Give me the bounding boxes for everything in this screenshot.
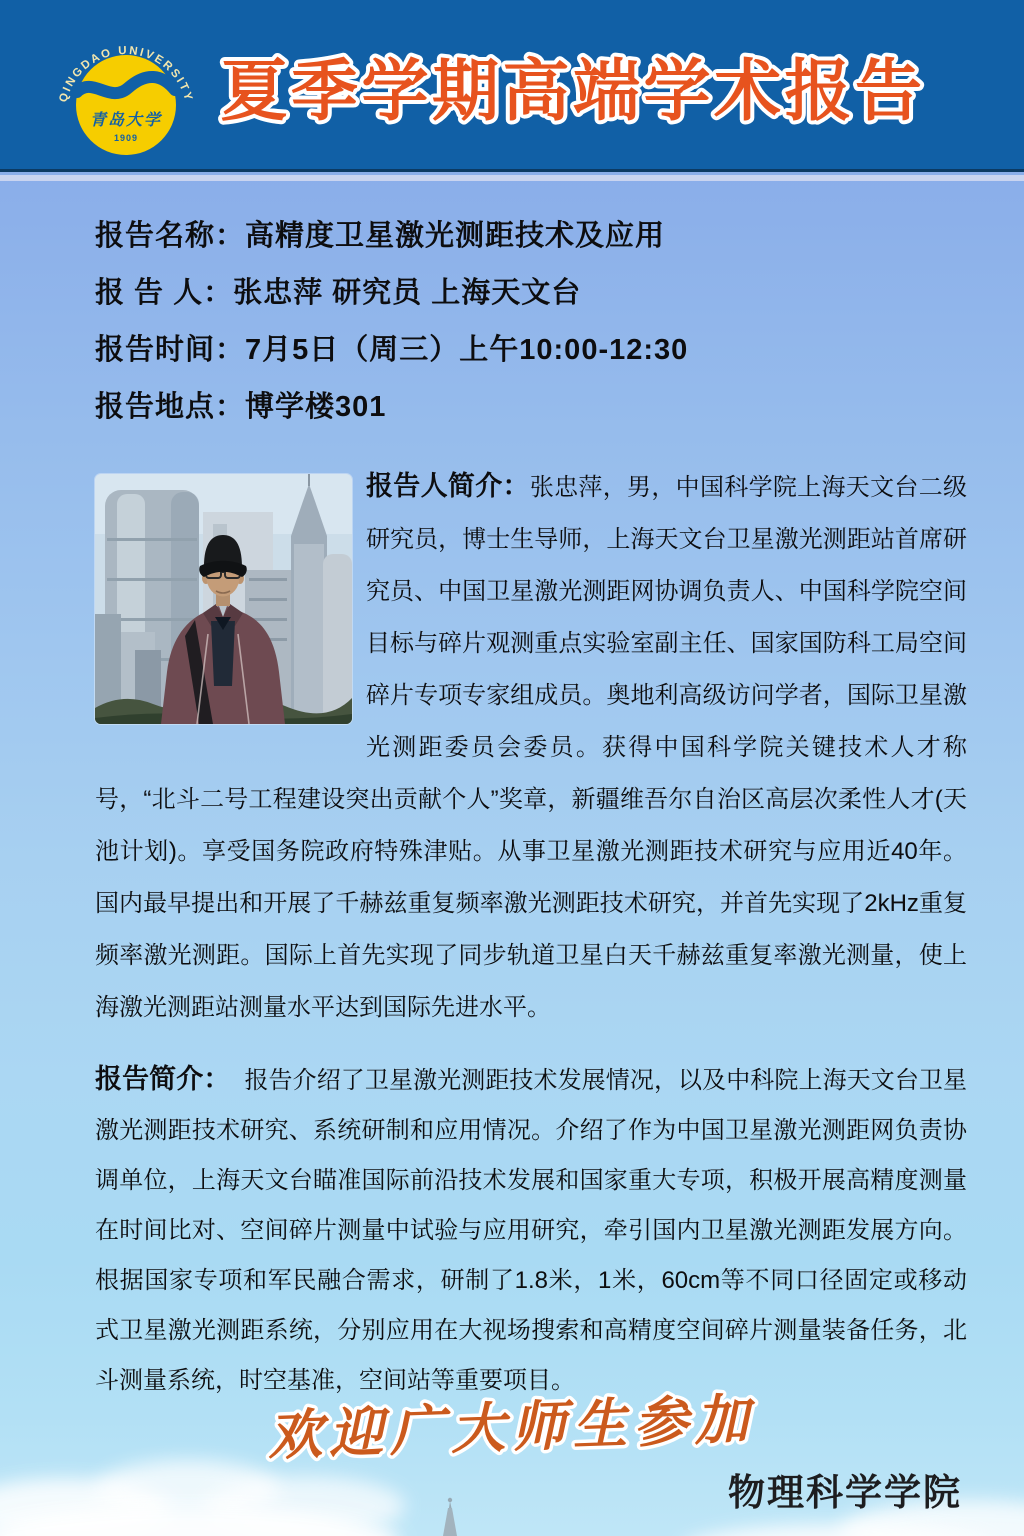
welcome-calligraphy — [228, 1384, 796, 1478]
logo-cn-name: 青岛大学 — [89, 112, 163, 129]
welcome-text: 欢迎广大师生参加 — [266, 1389, 757, 1467]
info-label: 报告时间： — [95, 334, 246, 366]
info-line-speaker — [95, 265, 967, 322]
banner-title-text: 夏季学期高端学术报告 — [220, 54, 926, 129]
poster-body — [95, 208, 967, 1406]
info-line-location — [95, 379, 967, 436]
info-label: 报告名称： — [95, 220, 246, 252]
info-value: 张忠萍 研究员 上海天文台 — [233, 277, 582, 309]
university-logo-icon — [50, 18, 202, 170]
info-label: 报告地点： — [95, 391, 246, 423]
banner-title — [198, 24, 948, 154]
logo-arc-text: QINGDAO UNIVERSITY — [57, 44, 195, 104]
bio-text: 张忠萍，男，中国科学院上海天文台二级研究员，博士生导师，上海天文台卫星激光测距站首席研究员、中国卫星激光测距网协调负责人、中国科学院空间目标与碎片观测重点实验室副主任、国家国防科工局空间碎片专项专家组成员。奥地利高级访问学者，国际卫星激光测距委员会委员。获得中国科学院关键技术人才称号，“北斗二号工程建设突出贡献个人”奖章，新疆维吾尔自治区高层次柔性人才(天池计划)。享受国务院政府特殊津贴。从事卫星激光测距技术研究与应用近40年。国内最早提出和开展了千赫兹重复频率激光测距技术研究，并首先实现了2kHz重复频率激光测距。国际上首先实现了同步轨道卫星白天千赫兹重复率激光测量，使上海激光测距站测量水平达到国际先进水平。 — [95, 474, 968, 1021]
logo-year: 1909 — [113, 133, 139, 143]
banner — [0, 0, 1024, 172]
banner-divider — [0, 175, 1024, 181]
abstract-text: 报告介绍了卫星激光测距技术发展情况，以及中科院上海天文台卫星激光测距技术研究、系统研制和应用情况。介绍了作为中国卫星激光测距网负责协调单位，上海天文台瞄准国际前沿技术发展和国家重大专项，积极开展高精度测量在时间比对、空间碎片测量中试验与应用研究，牵引国内卫星激光测距发展方向。根据国家专项和军民融合需求，研制了1.8米，1米，60cm等不同口径固定或移动式卫星激光测距系统，分别应用在大视场搜索和高精度空间碎片测量装备任务，北斗测量系统，时空基准，空间站等重要项目。 — [95, 1067, 968, 1394]
speaker-photo — [95, 474, 352, 724]
tv-tower-icon — [424, 1496, 476, 1536]
speaker-photo-illustration — [95, 474, 352, 724]
abstract-paragraph — [95, 1054, 967, 1406]
info-line-time — [95, 322, 967, 379]
department-name: 物理科学学院 — [728, 1472, 962, 1513]
info-label: 报 告 人： — [95, 277, 234, 309]
bio-label: 报告人简介： — [366, 471, 530, 501]
info-value: 博学楼301 — [245, 391, 387, 423]
info-value: 高精度卫星激光测距技术及应用 — [245, 220, 666, 252]
info-block — [95, 208, 967, 436]
info-value: 7月5日（周三）上午10:00-12:30 — [245, 334, 689, 366]
abstract-label: 报告简介： — [95, 1064, 231, 1094]
bio-paragraph — [95, 460, 967, 1034]
info-line-title — [95, 208, 967, 265]
